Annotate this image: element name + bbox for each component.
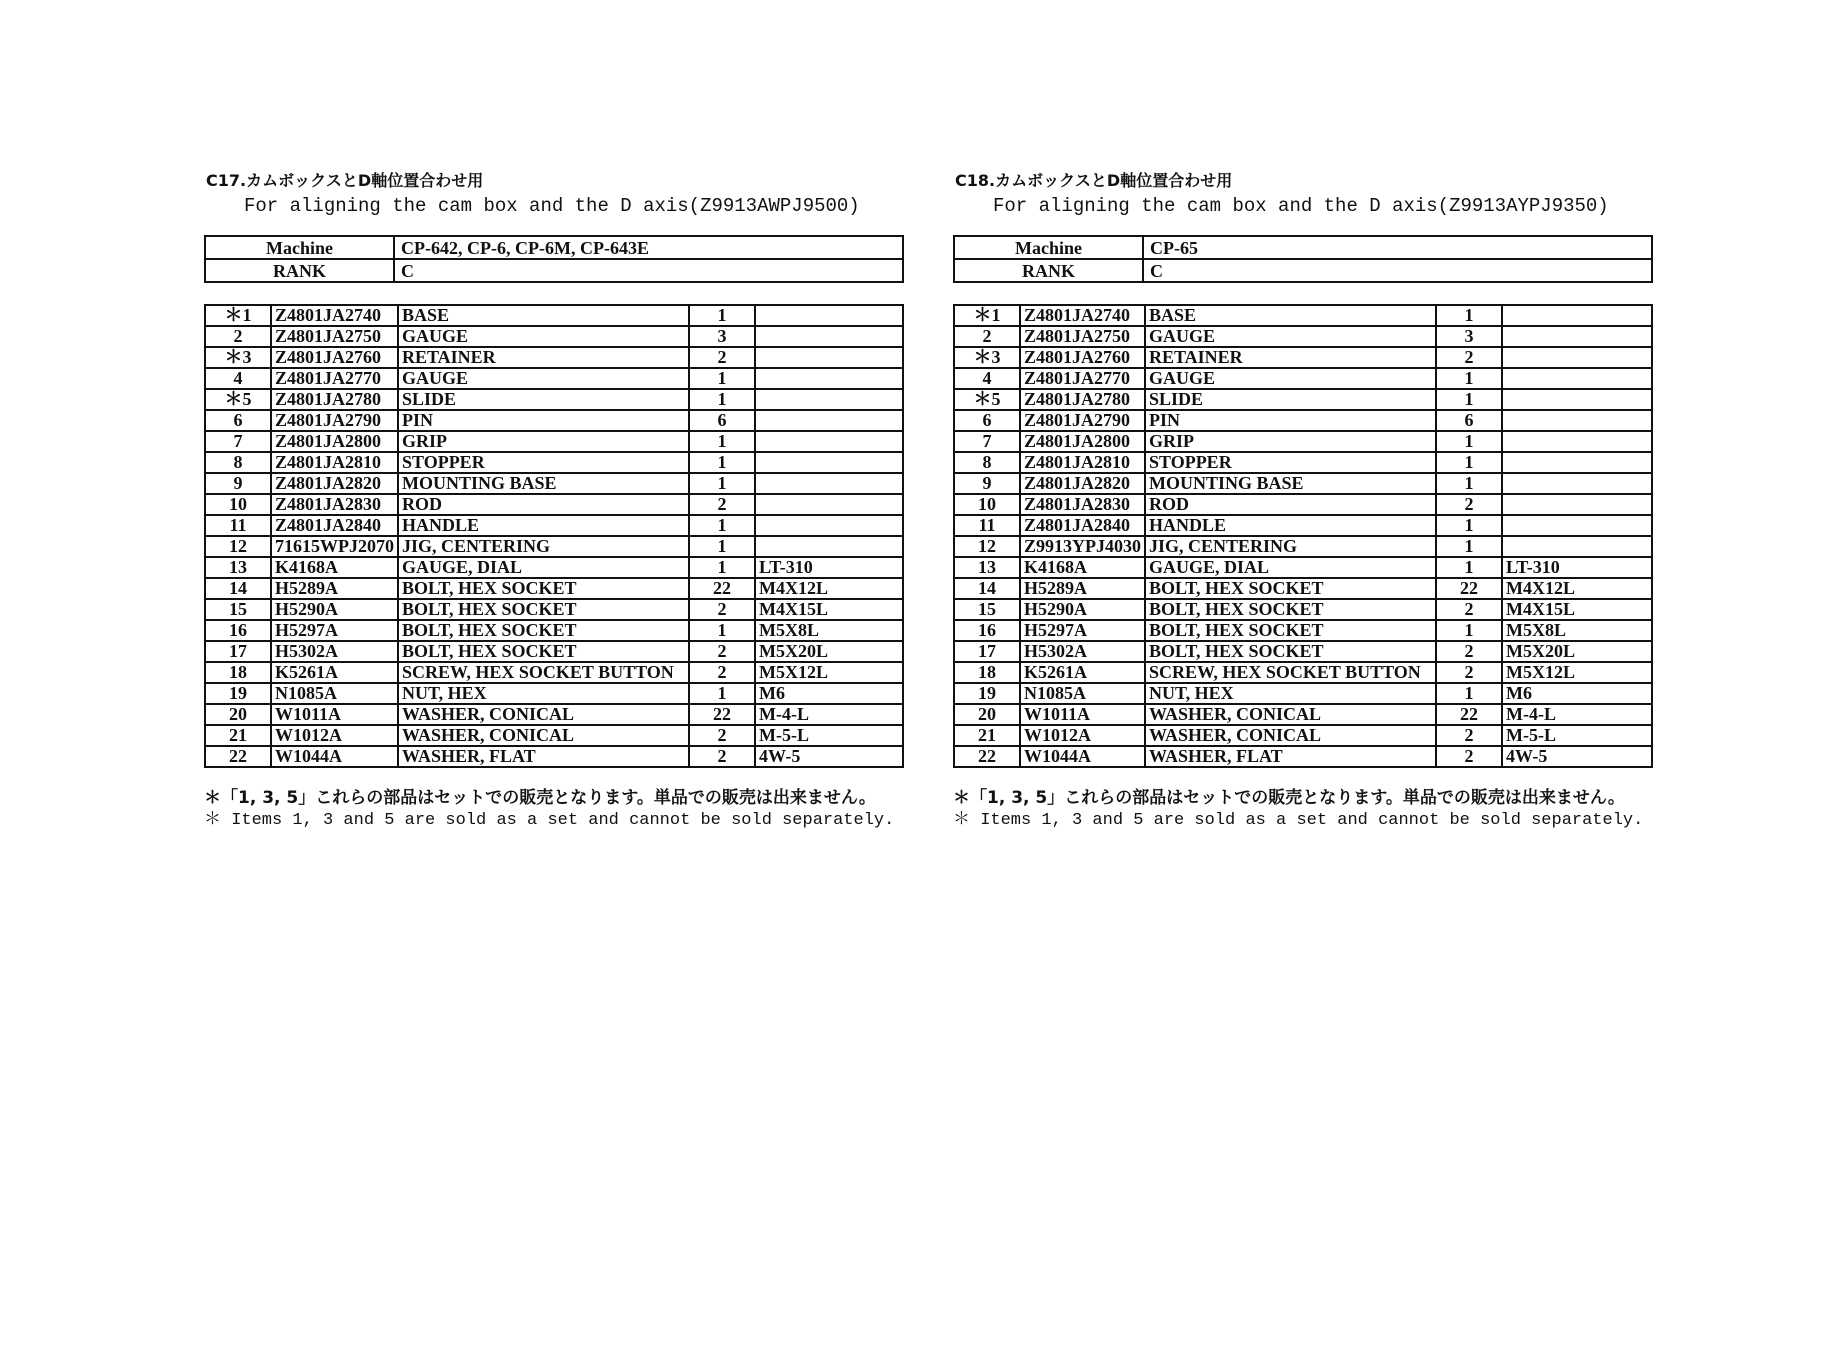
part-description: WASHER, CONICAL xyxy=(398,725,689,746)
table-row xyxy=(205,536,903,557)
part-quantity: 1 xyxy=(1436,431,1502,452)
part-description: BASE xyxy=(1145,305,1436,326)
part-spec xyxy=(755,326,903,347)
part-description: BOLT, HEX SOCKET xyxy=(398,641,689,662)
parts-table xyxy=(204,304,904,768)
table-row xyxy=(954,704,1652,725)
part-description: WASHER, FLAT xyxy=(1145,746,1436,767)
part-code: Z4801JA2820 xyxy=(271,473,398,494)
part-quantity: 2 xyxy=(1436,494,1502,515)
part-quantity: 1 xyxy=(689,368,755,389)
part-code: Z4801JA2840 xyxy=(271,515,398,536)
machine-label: Machine xyxy=(954,236,1143,259)
part-spec: M5X12L xyxy=(1502,662,1652,683)
part-code: Z4801JA2750 xyxy=(1020,326,1145,347)
part-number: 15 xyxy=(954,599,1020,620)
rank-row xyxy=(954,259,1652,282)
part-code: Z4801JA2760 xyxy=(1020,347,1145,368)
part-code: K5261A xyxy=(271,662,398,683)
table-row xyxy=(205,305,903,326)
part-description: SLIDE xyxy=(398,389,689,410)
part-description: JIG, CENTERING xyxy=(398,536,689,557)
note-jp: ＊「1, 3, 5」これらの部品はセットでの販売となります。単品での販売は出来ません。 xyxy=(953,788,1625,808)
part-spec xyxy=(755,431,903,452)
part-number: 17 xyxy=(954,641,1020,662)
part-number: ＊1 xyxy=(954,305,1020,326)
part-quantity: 22 xyxy=(1436,704,1502,725)
table-row xyxy=(954,620,1652,641)
part-quantity: 1 xyxy=(1436,515,1502,536)
part-number: 13 xyxy=(205,557,271,578)
part-spec xyxy=(755,305,903,326)
part-quantity: 1 xyxy=(1436,683,1502,704)
part-number: ＊3 xyxy=(205,347,271,368)
part-description: WASHER, CONICAL xyxy=(1145,725,1436,746)
part-description: SLIDE xyxy=(1145,389,1436,410)
part-spec xyxy=(755,347,903,368)
part-spec: LT-310 xyxy=(755,557,903,578)
note-en: ＊ Items 1, 3 and 5 are sold as a set and cannot be sold separately. xyxy=(953,811,1644,830)
part-number: 12 xyxy=(205,536,271,557)
part-spec xyxy=(1502,326,1652,347)
part-quantity: 3 xyxy=(689,326,755,347)
part-quantity: 1 xyxy=(689,515,755,536)
part-quantity: 2 xyxy=(689,347,755,368)
part-number: 2 xyxy=(205,326,271,347)
part-spec: M4X12L xyxy=(1502,578,1652,599)
part-code: Z4801JA2740 xyxy=(1020,305,1145,326)
section-heading-jp: C18.カムボックスとD軸位置合わせ用 xyxy=(955,171,1233,190)
part-spec xyxy=(1502,347,1652,368)
part-spec: M4X15L xyxy=(1502,599,1652,620)
table-row xyxy=(954,557,1652,578)
part-quantity: 1 xyxy=(689,389,755,410)
part-quantity: 2 xyxy=(1436,725,1502,746)
part-description: NUT, HEX xyxy=(398,683,689,704)
note-en: ＊ Items 1, 3 and 5 are sold as a set and cannot be sold separately. xyxy=(204,811,895,830)
part-spec: LT-310 xyxy=(1502,557,1652,578)
part-description: GRIP xyxy=(1145,431,1436,452)
part-code: K4168A xyxy=(271,557,398,578)
part-spec xyxy=(1502,473,1652,494)
table-row xyxy=(954,494,1652,515)
part-quantity: 22 xyxy=(689,704,755,725)
part-description: GAUGE xyxy=(1145,326,1436,347)
table-row xyxy=(205,641,903,662)
part-quantity: 2 xyxy=(689,725,755,746)
section-heading-en: For aligning the cam box and the D axis(Z9913AWPJ9500) xyxy=(244,195,860,217)
table-row xyxy=(954,599,1652,620)
part-description: BOLT, HEX SOCKET xyxy=(1145,599,1436,620)
part-code: 71615WPJ2070 xyxy=(271,536,398,557)
part-code: H5302A xyxy=(271,641,398,662)
notes xyxy=(953,786,1653,832)
part-spec xyxy=(1502,368,1652,389)
part-description: PIN xyxy=(398,410,689,431)
part-number: 11 xyxy=(205,515,271,536)
part-number: 2 xyxy=(954,326,1020,347)
part-number: 7 xyxy=(954,431,1020,452)
table-row xyxy=(954,305,1652,326)
part-code: Z9913YPJ4030 xyxy=(1020,536,1145,557)
part-description: WASHER, FLAT xyxy=(398,746,689,767)
table-row xyxy=(954,389,1652,410)
table-row xyxy=(205,620,903,641)
machine-label: Machine xyxy=(205,236,394,259)
part-description: SCREW, HEX SOCKET BUTTON xyxy=(1145,662,1436,683)
part-spec xyxy=(1502,305,1652,326)
part-quantity: 1 xyxy=(689,620,755,641)
table-row xyxy=(205,662,903,683)
part-code: H5289A xyxy=(271,578,398,599)
part-number: 22 xyxy=(954,746,1020,767)
part-number: 17 xyxy=(205,641,271,662)
part-code: Z4801JA2810 xyxy=(1020,452,1145,473)
part-description: HANDLE xyxy=(1145,515,1436,536)
part-spec: M4X12L xyxy=(755,578,903,599)
part-number: 12 xyxy=(954,536,1020,557)
part-code: Z4801JA2770 xyxy=(271,368,398,389)
part-quantity: 6 xyxy=(1436,410,1502,431)
part-code: Z4801JA2830 xyxy=(1020,494,1145,515)
table-row xyxy=(954,662,1652,683)
table-row xyxy=(205,410,903,431)
table-row xyxy=(205,368,903,389)
part-number: 9 xyxy=(205,473,271,494)
part-quantity: 3 xyxy=(1436,326,1502,347)
section-heading-en: For aligning the cam box and the D axis(Z9913AYPJ9350) xyxy=(993,195,1609,217)
part-code: N1085A xyxy=(271,683,398,704)
part-code: W1044A xyxy=(271,746,398,767)
part-quantity: 1 xyxy=(1436,305,1502,326)
part-quantity: 2 xyxy=(1436,641,1502,662)
rank-value: C xyxy=(1143,259,1652,282)
part-description: MOUNTING BASE xyxy=(1145,473,1436,494)
part-quantity: 2 xyxy=(689,662,755,683)
part-quantity: 1 xyxy=(689,452,755,473)
part-code: Z4801JA2770 xyxy=(1020,368,1145,389)
part-number: 4 xyxy=(205,368,271,389)
part-spec: M-5-L xyxy=(755,725,903,746)
table-row xyxy=(954,683,1652,704)
part-spec: M6 xyxy=(1502,683,1652,704)
part-description: GAUGE, DIAL xyxy=(398,557,689,578)
part-quantity: 1 xyxy=(689,683,755,704)
part-description: BASE xyxy=(398,305,689,326)
part-code: K5261A xyxy=(1020,662,1145,683)
part-number: 21 xyxy=(954,725,1020,746)
part-spec: M-4-L xyxy=(755,704,903,725)
part-spec xyxy=(755,536,903,557)
part-code: Z4801JA2840 xyxy=(1020,515,1145,536)
machine-row xyxy=(205,236,903,259)
table-row xyxy=(954,431,1652,452)
part-description: BOLT, HEX SOCKET xyxy=(398,578,689,599)
part-spec: 4W-5 xyxy=(755,746,903,767)
part-spec xyxy=(755,494,903,515)
part-description: GAUGE xyxy=(398,326,689,347)
part-description: GAUGE, DIAL xyxy=(1145,557,1436,578)
part-number: 20 xyxy=(205,704,271,725)
part-code: Z4801JA2810 xyxy=(271,452,398,473)
table-row xyxy=(954,725,1652,746)
part-quantity: 1 xyxy=(1436,536,1502,557)
part-quantity: 2 xyxy=(1436,746,1502,767)
rank-value: C xyxy=(394,259,903,282)
part-spec xyxy=(755,473,903,494)
section-heading-jp: C17.カムボックスとD軸位置合わせ用 xyxy=(206,171,484,190)
table-row xyxy=(205,389,903,410)
part-number: 6 xyxy=(954,410,1020,431)
part-number: 18 xyxy=(205,662,271,683)
part-description: MOUNTING BASE xyxy=(398,473,689,494)
part-description: BOLT, HEX SOCKET xyxy=(398,620,689,641)
part-description: GAUGE xyxy=(398,368,689,389)
part-quantity: 1 xyxy=(689,536,755,557)
part-code: W1011A xyxy=(1020,704,1145,725)
part-number: 22 xyxy=(205,746,271,767)
part-quantity: 1 xyxy=(1436,368,1502,389)
rank-label: RANK xyxy=(205,259,394,282)
part-quantity: 1 xyxy=(689,557,755,578)
part-description: BOLT, HEX SOCKET xyxy=(1145,620,1436,641)
part-spec: 4W-5 xyxy=(1502,746,1652,767)
part-code: Z4801JA2750 xyxy=(271,326,398,347)
notes xyxy=(204,786,904,832)
part-code: H5290A xyxy=(1020,599,1145,620)
part-spec: M-5-L xyxy=(1502,725,1652,746)
part-quantity: 2 xyxy=(689,746,755,767)
part-spec xyxy=(755,410,903,431)
part-quantity: 22 xyxy=(1436,578,1502,599)
part-number: ＊1 xyxy=(205,305,271,326)
part-number: 10 xyxy=(954,494,1020,515)
part-code: N1085A xyxy=(1020,683,1145,704)
part-code: W1011A xyxy=(271,704,398,725)
part-spec: M6 xyxy=(755,683,903,704)
part-number: 7 xyxy=(205,431,271,452)
part-spec xyxy=(755,389,903,410)
part-code: W1012A xyxy=(271,725,398,746)
part-quantity: 2 xyxy=(689,494,755,515)
part-code: Z4801JA2830 xyxy=(271,494,398,515)
part-quantity: 1 xyxy=(1436,473,1502,494)
part-spec xyxy=(755,515,903,536)
part-spec: M-4-L xyxy=(1502,704,1652,725)
part-number: 20 xyxy=(954,704,1020,725)
panel-c18 xyxy=(953,170,1653,832)
table-row xyxy=(205,452,903,473)
table-row xyxy=(205,578,903,599)
part-code: Z4801JA2800 xyxy=(271,431,398,452)
part-code: H5289A xyxy=(1020,578,1145,599)
part-spec xyxy=(1502,452,1652,473)
table-row xyxy=(205,494,903,515)
part-quantity: 1 xyxy=(1436,389,1502,410)
table-row xyxy=(954,515,1652,536)
part-spec xyxy=(1502,515,1652,536)
machine-value: CP-642, CP-6, CP-6M, CP-643E xyxy=(394,236,903,259)
part-number: 14 xyxy=(954,578,1020,599)
table-row xyxy=(205,431,903,452)
part-quantity: 2 xyxy=(1436,662,1502,683)
part-spec xyxy=(1502,494,1652,515)
part-description: BOLT, HEX SOCKET xyxy=(1145,641,1436,662)
part-code: Z4801JA2780 xyxy=(1020,389,1145,410)
machine-table xyxy=(953,235,1653,283)
part-code: Z4801JA2800 xyxy=(1020,431,1145,452)
part-description: RETAINER xyxy=(1145,347,1436,368)
part-number: 19 xyxy=(205,683,271,704)
part-number: ＊5 xyxy=(954,389,1020,410)
part-code: Z4801JA2820 xyxy=(1020,473,1145,494)
table-row xyxy=(954,473,1652,494)
table-row xyxy=(954,347,1652,368)
part-number: 18 xyxy=(954,662,1020,683)
part-number: 14 xyxy=(205,578,271,599)
part-spec xyxy=(1502,536,1652,557)
part-code: Z4801JA2780 xyxy=(271,389,398,410)
part-number: 9 xyxy=(954,473,1020,494)
part-code: W1012A xyxy=(1020,725,1145,746)
part-number: 19 xyxy=(954,683,1020,704)
machine-value: CP-65 xyxy=(1143,236,1652,259)
part-code: H5302A xyxy=(1020,641,1145,662)
table-row xyxy=(205,347,903,368)
part-spec: M5X12L xyxy=(755,662,903,683)
part-description: WASHER, CONICAL xyxy=(1145,704,1436,725)
part-code: H5297A xyxy=(1020,620,1145,641)
table-row xyxy=(954,536,1652,557)
table-row xyxy=(954,368,1652,389)
part-description: JIG, CENTERING xyxy=(1145,536,1436,557)
part-number: 8 xyxy=(954,452,1020,473)
part-spec xyxy=(755,452,903,473)
part-code: Z4801JA2760 xyxy=(271,347,398,368)
part-code: Z4801JA2790 xyxy=(1020,410,1145,431)
part-quantity: 2 xyxy=(1436,347,1502,368)
part-description: GRIP xyxy=(398,431,689,452)
part-description: STOPPER xyxy=(1145,452,1436,473)
part-quantity: 6 xyxy=(689,410,755,431)
rank-label: RANK xyxy=(954,259,1143,282)
part-quantity: 22 xyxy=(689,578,755,599)
part-description: RETAINER xyxy=(398,347,689,368)
part-number: 10 xyxy=(205,494,271,515)
part-number: 11 xyxy=(954,515,1020,536)
part-number: 16 xyxy=(205,620,271,641)
part-spec: M5X8L xyxy=(755,620,903,641)
rank-row xyxy=(205,259,903,282)
part-number: 13 xyxy=(954,557,1020,578)
part-number: 4 xyxy=(954,368,1020,389)
table-row xyxy=(205,599,903,620)
part-description: STOPPER xyxy=(398,452,689,473)
part-number: 8 xyxy=(205,452,271,473)
part-description: GAUGE xyxy=(1145,368,1436,389)
part-number: ＊3 xyxy=(954,347,1020,368)
table-row xyxy=(205,557,903,578)
part-description: BOLT, HEX SOCKET xyxy=(1145,578,1436,599)
panel-c17 xyxy=(204,170,904,832)
table-row xyxy=(205,746,903,767)
machine-table xyxy=(204,235,904,283)
part-code: Z4801JA2740 xyxy=(271,305,398,326)
table-row xyxy=(205,683,903,704)
part-description: ROD xyxy=(1145,494,1436,515)
part-quantity: 2 xyxy=(1436,599,1502,620)
parts-table xyxy=(953,304,1653,768)
part-number: 15 xyxy=(205,599,271,620)
table-row xyxy=(205,473,903,494)
part-description: NUT, HEX xyxy=(1145,683,1436,704)
part-description: SCREW, HEX SOCKET BUTTON xyxy=(398,662,689,683)
table-row xyxy=(954,578,1652,599)
table-row xyxy=(954,326,1652,347)
part-quantity: 1 xyxy=(1436,557,1502,578)
part-spec xyxy=(1502,389,1652,410)
table-row xyxy=(954,410,1652,431)
part-quantity: 1 xyxy=(1436,452,1502,473)
part-number: 16 xyxy=(954,620,1020,641)
part-description: PIN xyxy=(1145,410,1436,431)
table-row xyxy=(954,452,1652,473)
part-code: H5297A xyxy=(271,620,398,641)
part-spec xyxy=(1502,431,1652,452)
table-row xyxy=(954,641,1652,662)
table-row xyxy=(205,725,903,746)
part-description: WASHER, CONICAL xyxy=(398,704,689,725)
part-quantity: 2 xyxy=(689,599,755,620)
part-code: W1044A xyxy=(1020,746,1145,767)
part-code: K4168A xyxy=(1020,557,1145,578)
part-spec xyxy=(755,368,903,389)
machine-row xyxy=(954,236,1652,259)
part-spec: M5X8L xyxy=(1502,620,1652,641)
part-code: Z4801JA2790 xyxy=(271,410,398,431)
part-quantity: 1 xyxy=(1436,620,1502,641)
part-quantity: 1 xyxy=(689,305,755,326)
part-description: BOLT, HEX SOCKET xyxy=(398,599,689,620)
part-spec xyxy=(1502,410,1652,431)
part-description: ROD xyxy=(398,494,689,515)
part-number: 6 xyxy=(205,410,271,431)
table-row xyxy=(205,326,903,347)
part-number: ＊5 xyxy=(205,389,271,410)
part-spec: M5X20L xyxy=(755,641,903,662)
part-number: 21 xyxy=(205,725,271,746)
part-quantity: 1 xyxy=(689,473,755,494)
part-code: H5290A xyxy=(271,599,398,620)
part-quantity: 2 xyxy=(689,641,755,662)
part-quantity: 1 xyxy=(689,431,755,452)
table-row xyxy=(954,746,1652,767)
part-spec: M4X15L xyxy=(755,599,903,620)
part-description: HANDLE xyxy=(398,515,689,536)
table-row xyxy=(205,515,903,536)
note-jp: ＊「1, 3, 5」これらの部品はセットでの販売となります。単品での販売は出来ません。 xyxy=(204,788,876,808)
table-row xyxy=(205,704,903,725)
part-spec: M5X20L xyxy=(1502,641,1652,662)
